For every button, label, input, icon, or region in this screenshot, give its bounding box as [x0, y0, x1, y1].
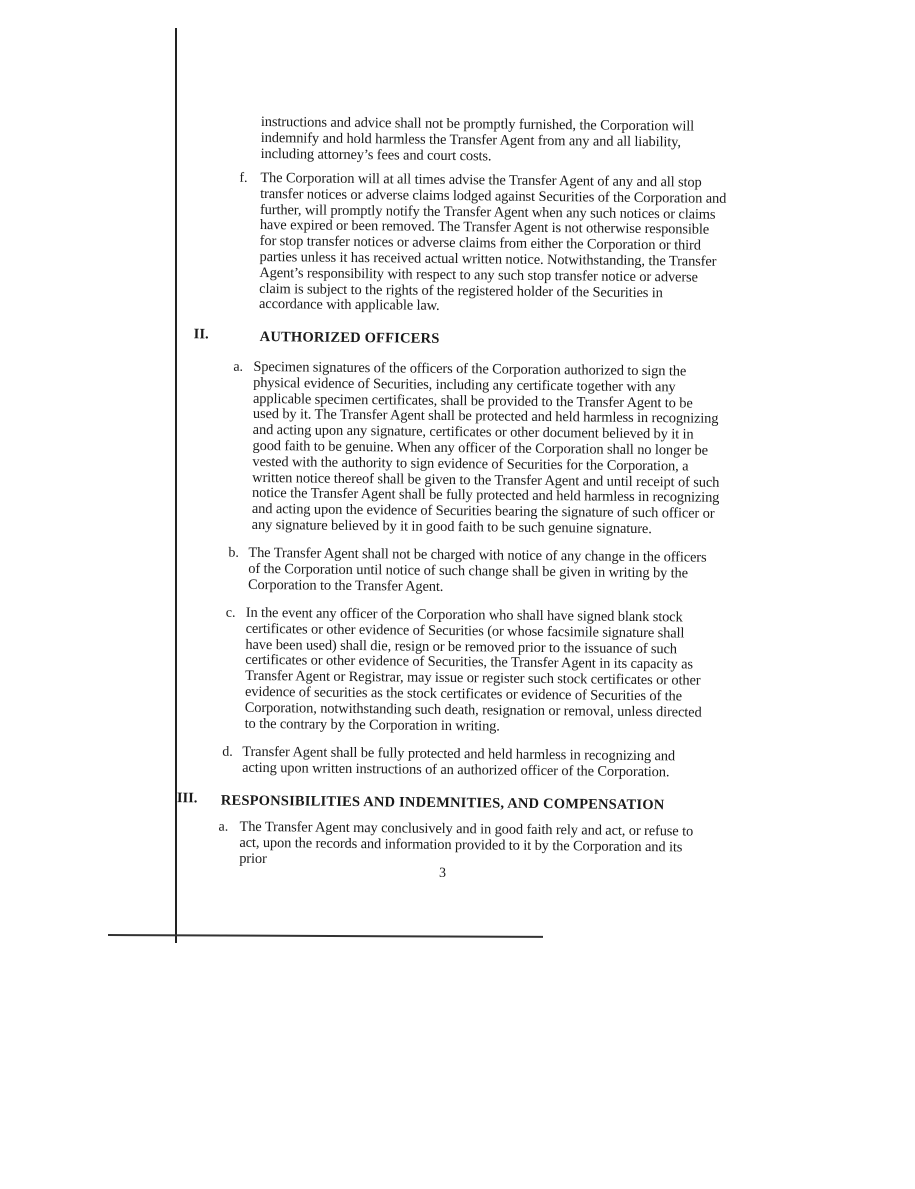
section-3-item-a-paragraph: The Transfer Agent may conclusively and in good faith rely and act, or refuse to act, upon the records and information provided to it by the Corporation and its prior [239, 818, 694, 867]
section-2-item-d-label: d. [222, 744, 233, 760]
section-2-item-c-paragraph: In the event any officer of the Corporation who shall have signed blank stock certificates or other evidence of Securities (or whose facsimile signature shall have been used) shall die, resign or be removed prior to the issuance of such certificates or other evidence of Securities, the Transfer Agent in its capacity as Transfer Agent or Registrar, may issue or register such stock certificates or other evidence of securities as the stock certificates or evidence of Securities of the Corporation, notwithstanding such death, resignation or removal, unless directed to the contrary by the Corporation in writing. [244, 604, 702, 735]
section-2-item-b-label: b. [228, 545, 240, 561]
section-2-item-a-paragraph: Specimen signatures of the officers of the Corporation authorized to sign the physical evidence of Securities, including any certificate together with any applicable specimen certificates, shall be provided to the Transfer Agent to be used by it. The Transfer Agent shall be protected and held harmless in recognizing and acting upon any signature, certificates or other document believed by it in good faith to be genuine. When any officer of the Corporation shall no longer be vested with the authority to sign evidence of Securities for the Corporation, a written notice thereof shall be given to the Transfer Agent and until receipt of such notice the Transfer Agent shall be fully protected and held harmless in recognizing and acting upon the evidence of Securities bearing the signature of such officer or any signature believed by it in good faith to be such genuine signature. [251, 358, 720, 538]
section-2-item-a-label: a. [233, 359, 244, 375]
section-3-number: III. [176, 790, 198, 807]
page-number: 3 [439, 865, 447, 881]
section-3-item-a-label: a. [218, 819, 229, 835]
section-2-item-c-label: c. [225, 605, 236, 621]
item-f-paragraph: The Corporation will at all times advise the Transfer Agent of any and all stop transfer notices or adverse claims lodged against Securities of the Corporation and further, will promptly notify the Transfer Agent when any such notices or claims have expired or been removed. The Transfer Agent is not otherwise responsible for stop transfer notices or adverse claims from either the Corporation or third parties unless it has received actual written notice. Notwithstanding, the Transfer Agent’s responsibility with respect to any such stop transfer notice or adverse claim is subject to the rights of the registered holder of the Securities in accordance with applicable law. [258, 169, 727, 315]
section-2-item-d-paragraph: Transfer Agent shall be fully protected and held harmless in recognizing and acting upon written instructions of an authorized officer of the Corporation. [242, 743, 676, 781]
item-f-label: f. [239, 170, 248, 186]
continuation-paragraph: instructions and advice shall not be promptly furnished, the Corporation will indemnify and hold harmless the Transfer Agent from any and all liability, including attorney’s fees and court costs. [260, 114, 695, 165]
section-3-heading: RESPONSIBILITIES AND INDEMNITIES, AND COMPENSATION [220, 792, 665, 814]
section-2-heading: AUTHORIZED OFFICERS [259, 328, 440, 347]
section-2-number: II. [193, 326, 209, 343]
section-2-item-b-paragraph: The Transfer Agent shall not be charged with notice of any change in the officers of the Corporation until notice of such change shall be given in writing by the Corporation to the Transfer Agent. [248, 544, 707, 595]
